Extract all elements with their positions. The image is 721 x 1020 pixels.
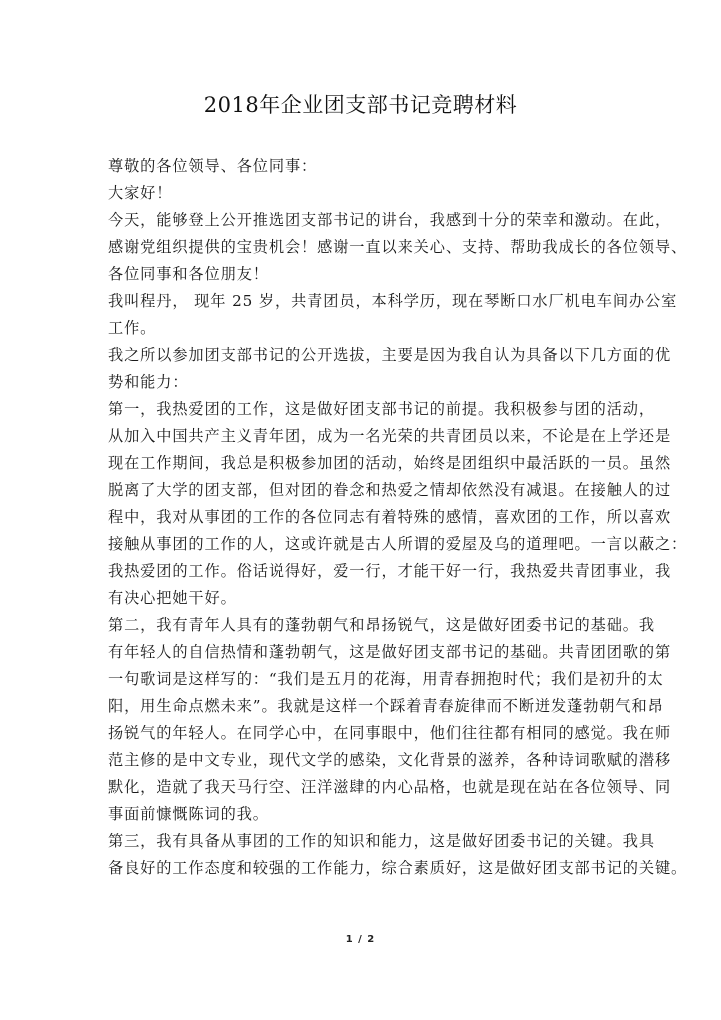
text-line: 第三，我有具备从事团的工作的知识和能力，这是做好团委书记的关键。我具 [108,832,655,850]
text-line: 我之所以参加团支部书记的公开选拔，主要是因为我自认为具备以下几方面的优 [108,346,672,364]
text-line: 默化，造就了我天马行空、汪洋滋肆的内心品格，也就是现在站在各位领导、同 [108,778,672,796]
text-line: 现在工作期间，我总是积极参加团的活动，始终是团组织中最活跃的一员。虽然 [108,454,672,472]
document-title: 2018年企业团支部书记竞聘材料 [203,93,518,117]
text-line: 扬锐气的年轻人。在同学心中，在同事眼中，他们往往都有相同的感觉。我在师 [108,724,672,742]
text-line: 第二，我有青年人具有的蓬勃朝气和昂扬锐气，这是做好团委书记的基础。我 [108,616,655,634]
text-line: 一句歌词是这样写的：“我们是五月的花海，用青春拥抱时代；我们是初升的太 [108,670,664,688]
text-line: 今天，能够登上公开推选团支部书记的讲台，我感到十分的荣幸和激动。在此， [108,211,672,229]
text-line: 阳，用生命点燃未来”。我就是这样一个踩着青春旋律而不断迸发蓬勃朝气和昂 [108,697,664,715]
text-line: 事面前慷慨陈词的我。 [108,805,269,823]
text-line: 脱离了大学的团支部，但对团的眷念和热爱之情却依然没有减退。在接触人的过 [108,481,672,499]
text-line: 工作。 [108,319,157,337]
text-line: 备良好的工作态度和较强的工作能力，综合素质好，这是做好团支部书记的关键。 [108,859,688,877]
document-body [108,153,688,882]
text-line: 我叫程丹， 现年 25 岁，共青团员，本科学历，现在琴断口水厂机电车间办公室 [108,292,678,310]
text-line: 有年轻人的自信热情和蓬勃朝气，这是做好团支部书记的基础。共青团团歌的第 [108,643,672,661]
text-line: 尊敬的各位领导、各位同事： [108,157,318,175]
text-line: 感谢党组织提供的宝贵机会！感谢一直以来关心、支持、帮助我成长的各位领导、 [108,238,688,256]
text-line: 接触从事团的工作的人，这或许就是古人所谓的爱屋及乌的道理吧。一言以蔽之： [108,535,688,553]
text-line: 程中，我对从事团的工作的各位同志有着特殊的感情，喜欢团的工作，所以喜欢 [108,508,672,526]
text-line: 从加入中国共产主义青年团，成为一名光荣的共青团员以来，不论是在上学还是 [108,427,672,445]
text-line: 各位同事和各位朋友！ [108,265,269,283]
text-line: 范主修的是中文专业，现代文学的感染，文化背景的滋养，各种诗词歌赋的潜移 [108,751,672,769]
text-line: 势和能力： [108,373,189,391]
text-line: 有决心把她干好。 [108,589,237,607]
text-line: 大家好！ [108,184,173,202]
text-line: 我热爱团的工作。俗话说得好，爱一行，才能干好一行，我热爱共青团事业，我 [108,562,672,580]
page-indicator: 1 / 2 [345,934,376,945]
text-line: 第一，我热爱团的工作，这是做好团支部书记的前提。我积极参与团的活动， [108,400,655,418]
